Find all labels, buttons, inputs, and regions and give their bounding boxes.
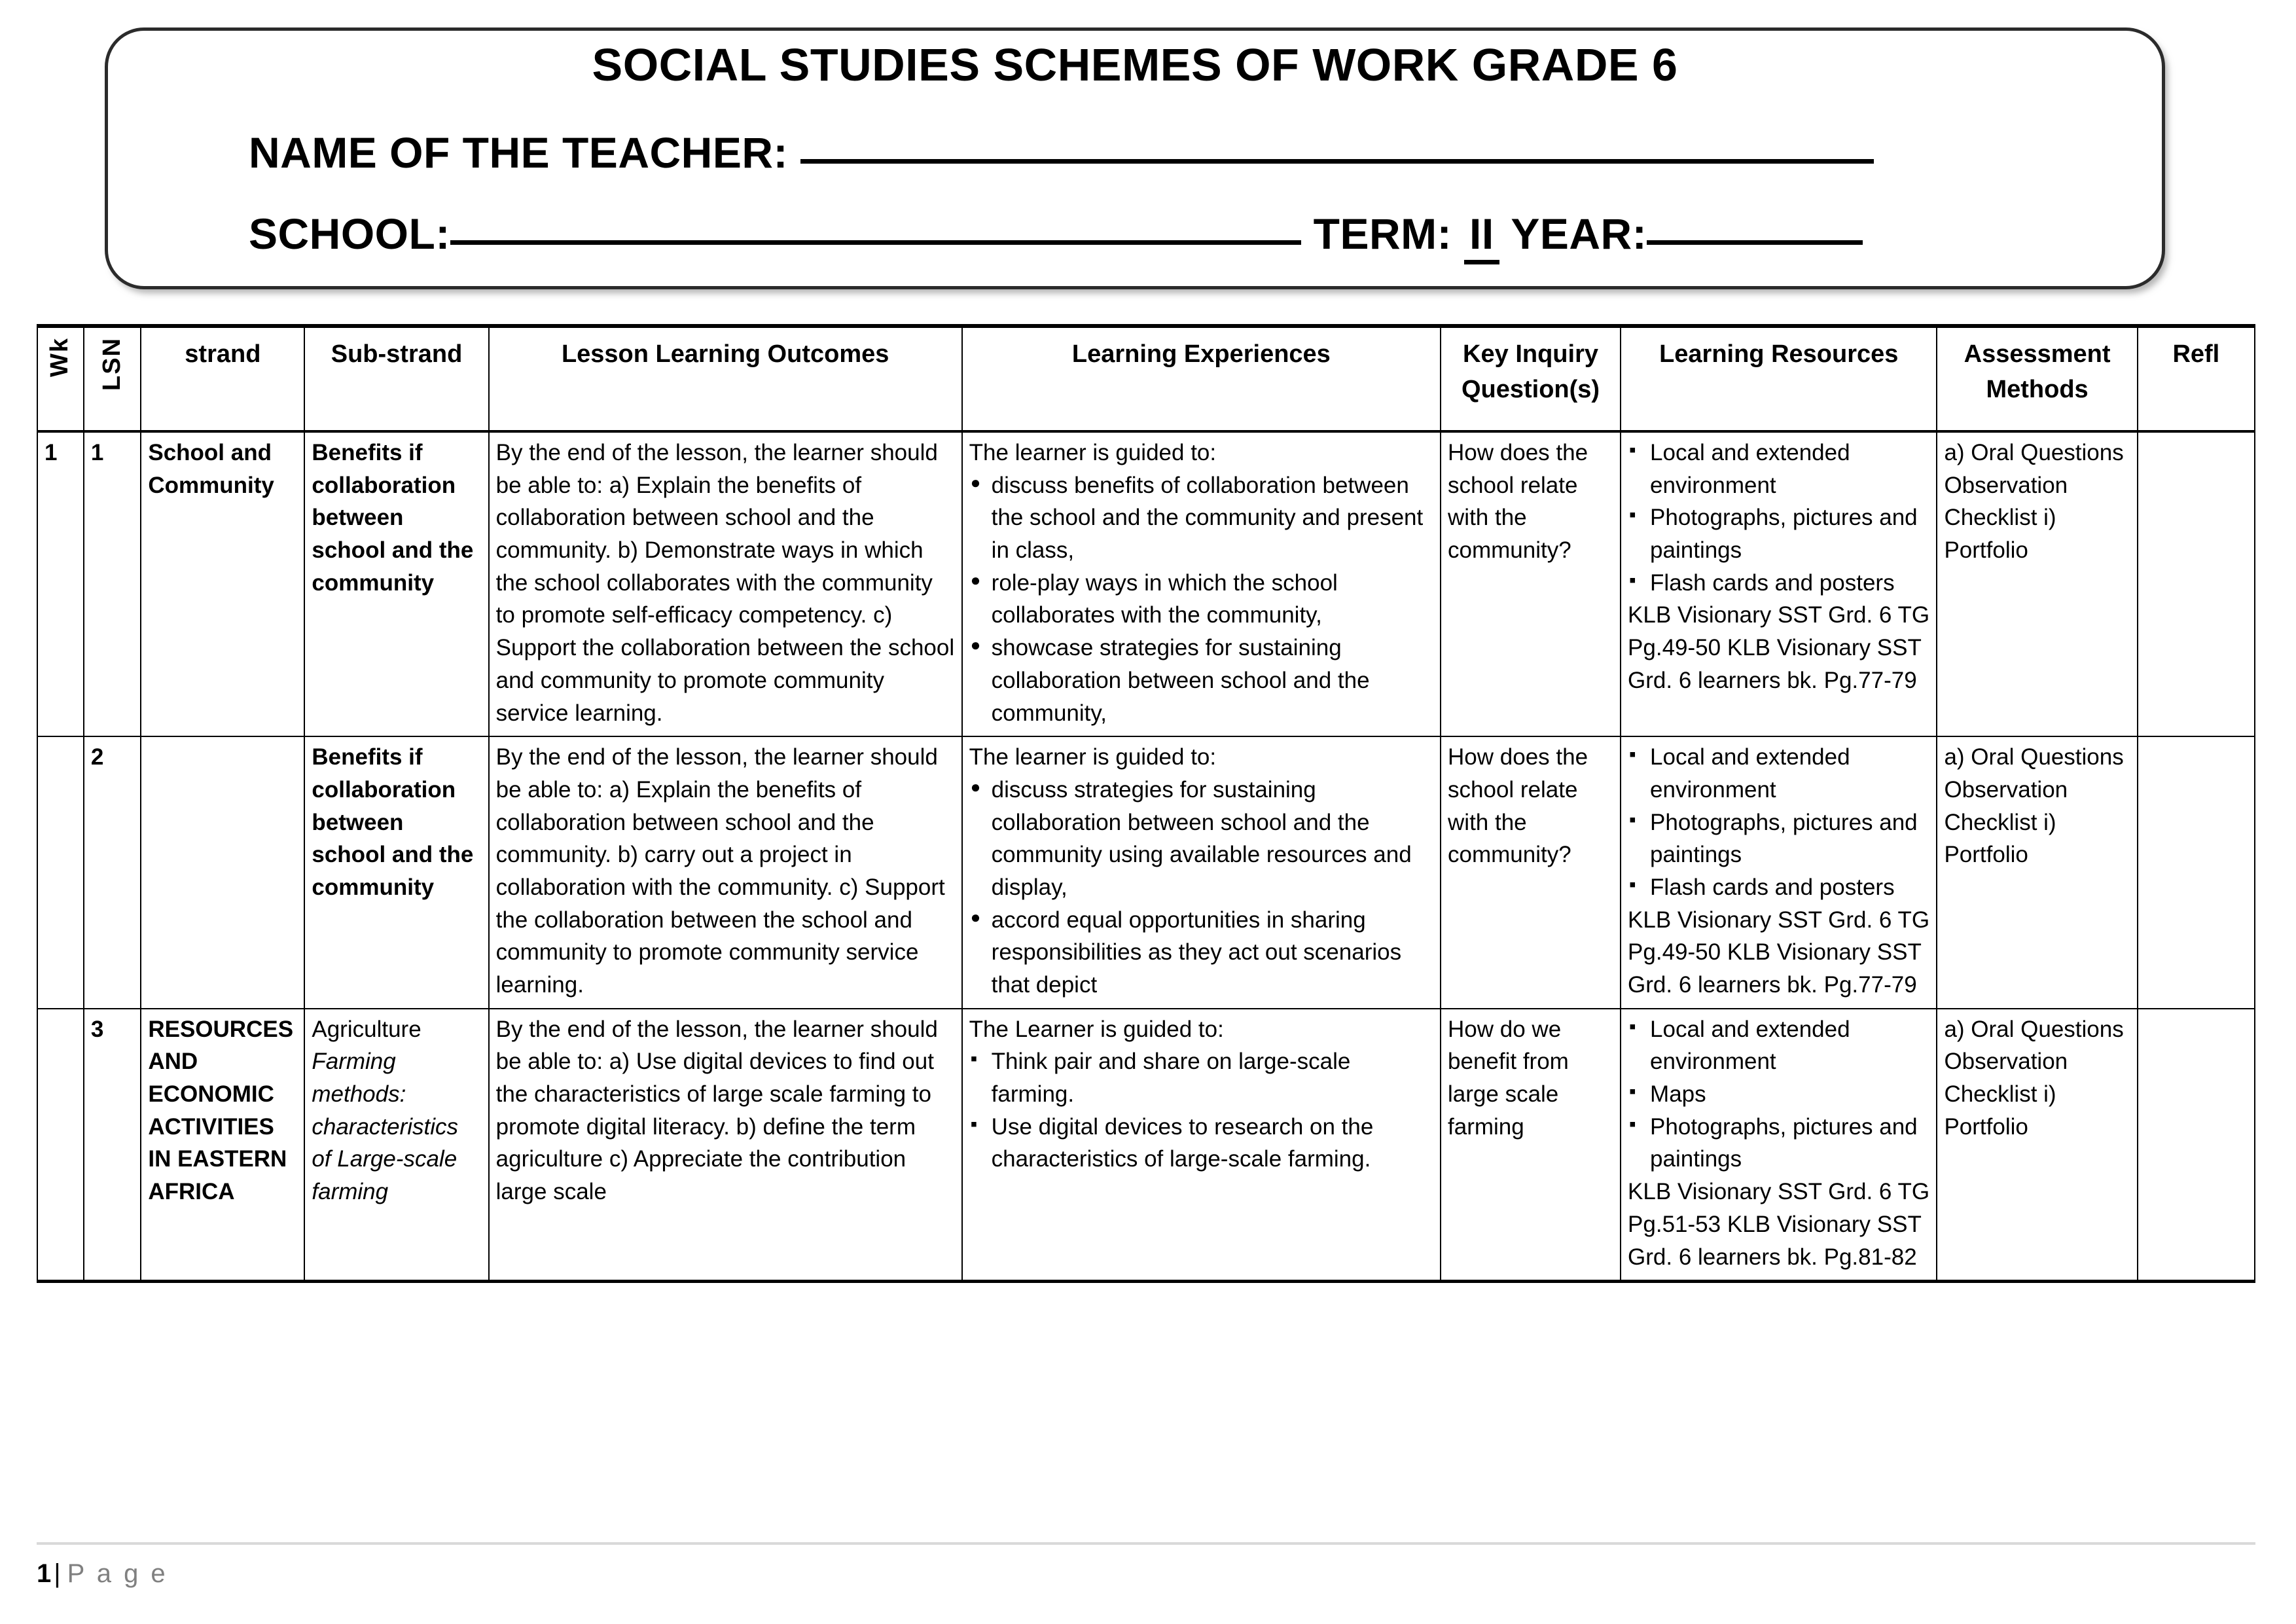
cell-lesson-learning-outcomes [489,1009,962,1282]
cell-assessment-methods [1937,431,2137,736]
assessment-item: Checklist [1944,1081,2037,1108]
outcome-item: b) carry out a project in collaboration with the community. [495,842,852,900]
cell-key-inquiry-question: How does the school relate with the community? [1441,736,1621,1009]
experiences-intro: The learner is guided to: [969,744,1217,770]
cell-lsn: 3 [84,1009,141,1282]
assessment-item: a) Oral Questions [1944,440,2124,465]
cell-learning-resources [1621,736,1937,1009]
assessment-item: a) Oral Questions [1944,744,2124,770]
resource-reference: KLB Visionary SST Grd. 6 TG Pg.51-53 [1628,1179,1930,1237]
resources-list [1628,741,1929,903]
assessment-item: a) Oral Questions [1944,1016,2124,1042]
resource-item: ▪ Local and extended environment [1628,437,1929,501]
cell-assessment-methods [1937,1009,2137,1282]
experiences-list [969,469,1433,730]
teacher-label: NAME OF THE TEACHER: [249,128,788,177]
cell-key-inquiry-question: How do we benefit from large scale farming [1441,1009,1621,1282]
resource-item: ▪ Photographs, pictures and paintings [1628,501,1929,566]
cell-lesson-learning-outcomes [489,431,962,736]
column-header-lsn: LSN [84,326,141,431]
cell-refl[interactable] [2138,431,2255,736]
experience-item: ● role-play ways in which the school collaborates with the community, [969,567,1433,632]
assessment-item: i) Portfolio [1944,505,2056,564]
assessment-item: Observation [1944,776,2068,803]
cell-learning-experiences [962,1009,1441,1282]
outcome-item: c) Appreciate the contribution large scale [495,1146,906,1205]
cell-learning-experiences [962,431,1441,736]
experience-item: ● showcase strategies for sustaining collaboration between school and the community, [969,632,1433,729]
assessment-item: i) Portfolio [1944,809,2056,868]
experiences-intro: The Learner is guided to: [969,1016,1224,1042]
resource-item: ▪ Photographs, pictures and paintings [1628,806,1929,871]
table-body [37,431,2255,1282]
resources-list [1628,437,1929,599]
cell-learning-experiences [962,736,1441,1009]
resource-item: ▪ Local and extended environment [1628,1013,1929,1078]
footer-page-number: 1 [37,1559,52,1588]
resource-item: ▪ Flash cards and posters [1628,871,1929,904]
term-value[interactable]: II [1464,209,1499,264]
table-header-row [37,326,2255,431]
assessment-item: i) Portfolio [1944,1081,2056,1140]
cell-wk: 1 [37,431,84,736]
cell-substrand: Benefits if collaboration between school and the community [304,736,488,1009]
outcome-item: b) Demonstrate ways in which the school collaborates with the community to promote self-efficacy competency. [495,537,933,628]
cell-lsn: 2 [84,736,141,1009]
footer-page-word: P a g e [67,1559,168,1588]
resources-list [1628,1013,1929,1176]
column-header-refl: Refl [2138,326,2255,431]
cell-wk [37,736,84,1009]
resource-reference: KLB Visionary SST Grd. 6 learners bk. Pg.77-79 [1628,635,1922,693]
assessment-item: Checklist [1944,505,2037,531]
substrand-plain: Agriculture [312,1016,422,1042]
resource-reference: KLB Visionary SST Grd. 6 TG Pg.49-50 [1628,907,1930,965]
year-blank[interactable] [1647,240,1863,245]
cell-learning-resources [1621,1009,1937,1282]
column-header-learning-resources: Learning Resources [1621,326,1937,431]
cell-refl[interactable] [2138,1009,2255,1282]
table-row [37,431,2255,736]
header-title-box [105,27,2165,289]
experience-item: ● accord equal opportunities in sharing responsibilities as they act out scenarios that depict [969,904,1433,1001]
cell-key-inquiry-question: How does the school relate with the community? [1441,431,1621,736]
resource-item: ▪ Flash cards and posters [1628,567,1929,600]
resource-reference: KLB Visionary SST Grd. 6 TG Pg.49-50 [1628,602,1930,661]
experience-item: ● discuss benefits of collaboration between the school and the community and present in class, [969,469,1433,567]
resource-reference: KLB Visionary SST Grd. 6 learners bk. Pg.77-79 [1628,939,1922,998]
cell-lesson-learning-outcomes [489,736,962,1009]
substrand-italic: Farming methods: characteristics of Large-scale farming [312,1049,459,1205]
term-label: TERM: [1313,209,1452,258]
column-header-substrand: Sub-strand [304,326,488,431]
experiences-list [969,774,1433,1001]
experiences-intro: The learner is guided to: [969,440,1217,465]
assessment-item: Observation [1944,472,2068,498]
outcome-item: c) Support the collaboration between the school and community to promote community service learning. [495,874,945,998]
experience-item: ▪ Think pair and share on large-scale farming. [969,1045,1433,1110]
teacher-name-line [249,128,1874,177]
resource-item: ▪ Maps [1628,1078,1929,1111]
cell-strand: RESOURCES AND ECONOMIC ACTIVITIES IN EASTERN AFRICA [141,1009,304,1282]
column-header-learning-experiences: Learning Experiences [962,326,1441,431]
assessment-item: Observation [1944,1049,2068,1075]
outcome-item: a) Explain the benefits of collaboration between school and the community. [495,776,874,868]
outcome-item: a) Use digital devices to find out the characteristics of large scale farming to promote digital literacy. [495,1049,934,1140]
cell-substrand: Benefits if collaboration between school and the community [304,431,488,736]
outcome-item: a) Explain the benefits of collaboration between school and the community. [495,472,874,564]
footer-divider [37,1542,2255,1545]
table-row [37,1009,2255,1282]
footer-page-indicator [37,1559,168,1589]
column-header-assessment-methods: Assessment Methods [1937,326,2137,431]
outcomes-intro: By the end of the lesson, the learner should be able to: [495,1016,938,1075]
year-label: YEAR: [1511,209,1647,258]
outcome-item: b) define the term agriculture [495,1113,916,1172]
outcomes-intro: By the end of the lesson, the learner should be able to: [495,744,938,803]
table-row [37,736,2255,1009]
footer-separator: | [54,1559,63,1588]
column-header-lesson-learning-outcomes: Lesson Learning Outcomes [489,326,962,431]
cell-strand [141,736,304,1009]
resource-reference: KLB Visionary SST Grd. 6 learners bk. Pg.81-82 [1628,1211,1922,1270]
schemes-of-work-table [37,324,2255,1283]
cell-substrand [304,1009,488,1282]
school-term-year-line [249,209,1863,264]
outcome-item: c) Support the collaboration between the school and community to promote community service learning. [495,602,955,726]
teacher-name-blank[interactable] [800,159,1874,164]
experiences-list [969,1045,1433,1176]
cell-strand: School and Community [141,431,304,736]
school-label: SCHOOL: [249,209,450,258]
cell-assessment-methods [1937,736,2137,1009]
resource-item: ▪ Local and extended environment [1628,741,1929,806]
outcomes-intro: By the end of the lesson, the learner should be able to: [495,440,938,498]
cell-wk [37,1009,84,1282]
document-title: SOCIAL STUDIES SCHEMES OF WORK GRADE 6 [592,39,1678,90]
school-name-blank[interactable] [450,240,1301,245]
experience-item: ● discuss strategies for sustaining collaboration between school and the community using available resources and display, [969,774,1433,904]
cell-learning-resources [1621,431,1937,736]
resource-item: ▪ Photographs, pictures and paintings [1628,1111,1929,1176]
column-header-strand: strand [141,326,304,431]
experience-item: ▪ Use digital devices to research on the characteristics of large-scale farming. [969,1111,1433,1176]
cell-refl[interactable] [2138,736,2255,1009]
column-header-key-inquiry-questions: Key Inquiry Question(s) [1441,326,1621,431]
assessment-item: Checklist [1944,809,2037,835]
column-header-wk: Wk [37,326,84,431]
cell-lsn: 1 [84,431,141,736]
